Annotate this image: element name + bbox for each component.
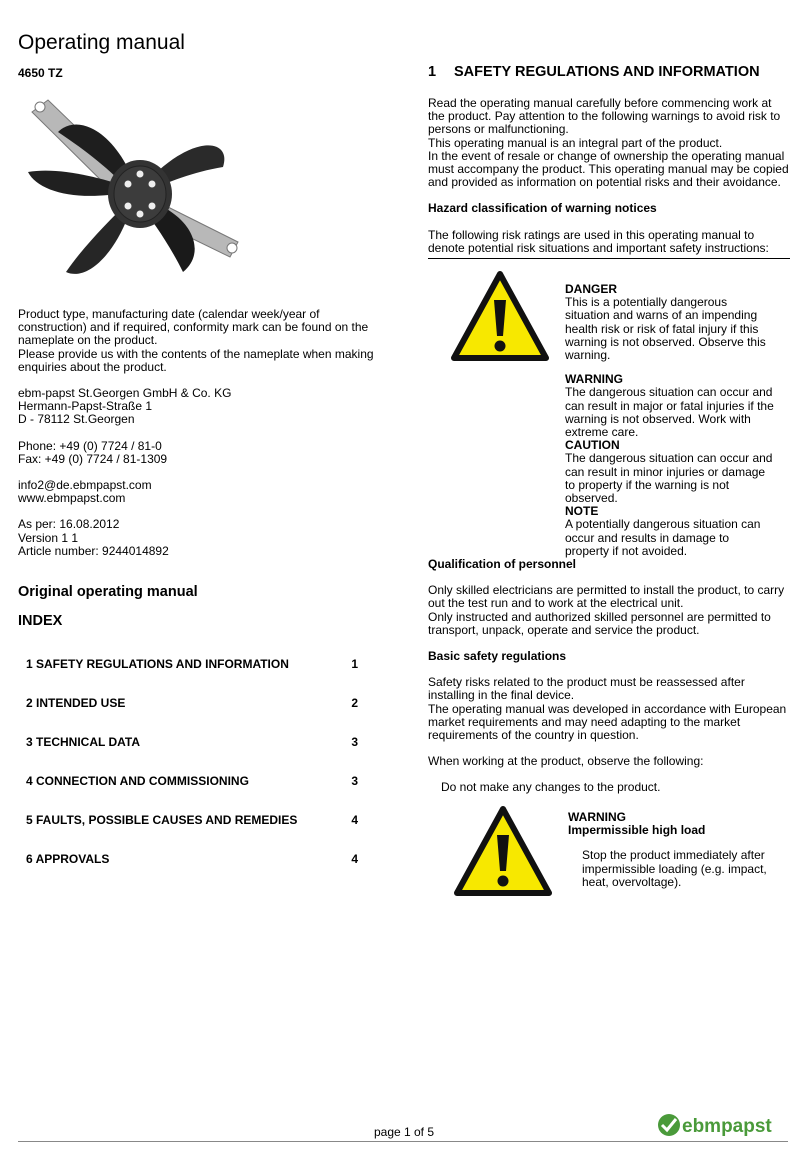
right-column-lower bbox=[428, 558, 790, 795]
company-street: Hermann-Papst-Straße 1 bbox=[18, 399, 153, 414]
divider bbox=[428, 258, 790, 259]
svg-text:ebmpapst: ebmpapst bbox=[682, 1116, 772, 1137]
high-load-warning-subtitle: Impermissible high load bbox=[568, 823, 706, 838]
level-danger-title: DANGER bbox=[565, 282, 618, 296]
toc-entry[interactable] bbox=[26, 849, 361, 888]
ebmpapst-logo bbox=[655, 1110, 775, 1140]
toc-page: 3 bbox=[351, 774, 358, 788]
fax: Fax: +49 (0) 7724 / 81-1309 bbox=[18, 451, 168, 466]
warning-triangle-icon bbox=[453, 805, 553, 897]
warning-triangle-icon bbox=[450, 270, 550, 362]
qualification-text-1: Only skilled electricians are permitted to install the product, to carry out the test run and to work at the electrical unit. bbox=[428, 583, 785, 611]
toc-entry[interactable] bbox=[26, 732, 361, 771]
website-link[interactable]: www.ebmpapst.com bbox=[18, 491, 126, 506]
as-per-date: As per: 16.08.2012 bbox=[18, 517, 120, 532]
qualification-text-2: Only instructed and authorized skilled personnel are permitted to transport, unpack, operate and service the product. bbox=[428, 609, 771, 637]
qualification-heading: Qualification of personnel bbox=[428, 557, 577, 571]
article-number: Article number: 9244014892 bbox=[18, 543, 169, 558]
toc-label: 3 TECHNICAL DATA bbox=[26, 735, 140, 749]
toc-label: 5 FAULTS, POSSIBLE CAUSES AND REMEDIES bbox=[26, 813, 298, 827]
document-title: Operating manual bbox=[18, 31, 185, 54]
intro-text-2: This operating manual is an integral part of the product. bbox=[428, 135, 723, 150]
page-number: page 1 of 5 bbox=[373, 1125, 435, 1139]
nameplate-info: Product type, manufacturing date (calendar week/year of construction) and if required, conformity mark can be found on the nameplate on the product. bbox=[18, 307, 369, 348]
basic-safety-heading: Basic safety regulations bbox=[428, 649, 567, 664]
level-warning-text: The dangerous situation can occur and can result in major or fatal injuries if the warning is not observed. Work with extreme care. bbox=[565, 385, 774, 440]
level-caution-title: CAUTION bbox=[565, 438, 620, 453]
level-warning-title: WARNING bbox=[565, 372, 623, 387]
toc-page: 4 bbox=[351, 852, 358, 866]
toc-label: 1 SAFETY REGULATIONS AND INFORMATION bbox=[26, 657, 289, 671]
table-of-contents bbox=[26, 654, 361, 888]
hazard-text: The following risk ratings are used in this operating manual to denote potential risk situations and important safety instructions: bbox=[428, 227, 769, 255]
toc-entry[interactable] bbox=[26, 810, 361, 849]
section-number: 1 bbox=[428, 64, 437, 80]
company-name: ebm-papst St.Georgen GmbH & Co. KG bbox=[18, 386, 232, 401]
left-column bbox=[18, 308, 380, 571]
version: Version 1 1 bbox=[18, 530, 79, 545]
toc-label: 2 INTENDED USE bbox=[26, 696, 126, 710]
intro-text-1: Read the operating manual carefully before commencing work at the product. Pay attention to the following warnings to avoid risk to persons or malfunctioning. bbox=[428, 96, 781, 137]
bullet-no-changes: Do not make any changes to the product. bbox=[441, 780, 661, 795]
right-column-upper bbox=[428, 97, 790, 255]
toc-label: 6 APPROVALS bbox=[26, 852, 110, 866]
toc-entry[interactable] bbox=[26, 654, 361, 693]
basic-safety-text-2: The operating manual was developed in accordance with European market requirements and may need adapting to the market requirements of the country in question. bbox=[428, 701, 787, 743]
section-title: SAFETY REGULATIONS AND INFORMATION bbox=[454, 64, 760, 80]
index-heading: INDEX bbox=[18, 613, 63, 629]
level-note-title: NOTE bbox=[565, 504, 599, 519]
toc-page: 1 bbox=[351, 657, 358, 671]
toc-entry[interactable] bbox=[26, 693, 361, 732]
company-city: D - 78112 St.Georgen bbox=[18, 412, 135, 427]
fan-product-image bbox=[18, 92, 258, 292]
basic-safety-text-1: Safety risks related to the product must be reassessed after installing in the final device. bbox=[428, 675, 745, 703]
hazard-heading: Hazard classification of warning notices bbox=[428, 201, 657, 216]
product-model: 4650 TZ bbox=[18, 66, 63, 80]
toc-entry[interactable] bbox=[26, 771, 361, 810]
footer-divider bbox=[18, 1141, 788, 1142]
toc-page: 2 bbox=[351, 696, 358, 710]
phone: Phone: +49 (0) 7724 / 81-0 bbox=[18, 438, 162, 453]
level-caution-text: The dangerous situation can occur and can result in minor injuries or damage to property if the warning is not observed. bbox=[565, 451, 773, 506]
original-manual-heading: Original operating manual bbox=[18, 584, 198, 600]
toc-page: 4 bbox=[351, 813, 358, 827]
email-link[interactable]: info2@de.ebmpapst.com bbox=[18, 478, 152, 493]
high-load-warning-text: Stop the product immediately after impermissible loading (e.g. impact, heat, overvoltage). bbox=[582, 848, 767, 889]
intro-text-3: In the event of resale or change of ownership the operating manual must accompany the product. This operating manual may be copied and provided as information on potential risks and their avoidance. bbox=[428, 148, 789, 190]
risk-levels bbox=[565, 283, 775, 558]
high-load-warning bbox=[568, 811, 778, 889]
toc-label: 4 CONNECTION AND COMMISSIONING bbox=[26, 774, 249, 788]
toc-page: 3 bbox=[351, 735, 358, 749]
level-danger-text: This is a potentially dangerous situation and warns of an impending health risk or risk of fatal injury if this warning is not observed. Observe this warning. bbox=[565, 295, 766, 363]
high-load-warning-title: WARNING bbox=[568, 810, 626, 824]
level-note-text: A potentially dangerous situation can occur and results in damage to property if not avoided. bbox=[565, 517, 761, 558]
section-heading bbox=[428, 64, 760, 80]
observe-text: When working at the product, observe the following: bbox=[428, 754, 704, 769]
nameplate-request: Please provide us with the contents of the nameplate when making enquiries about the product. bbox=[18, 346, 374, 374]
